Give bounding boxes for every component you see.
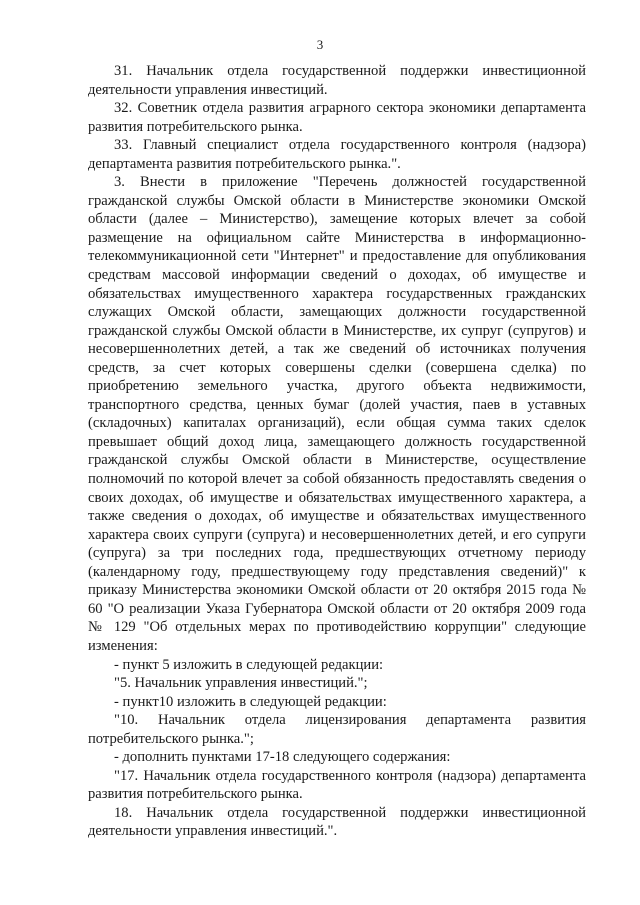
paragraph-item-31: 31. Начальник отдела государственной поддержки инвестиционной деятельности управления инвестиций. (88, 63, 586, 98)
paragraph-instruction-item-5: - пункт 5 изложить в следующей редакции: (114, 656, 384, 673)
paragraph-new-item-10: "10. Начальник отдела лицензирования департамента развития потребительского рынка."; (88, 712, 586, 747)
paragraph-new-item-18: 18. Начальник отдела государственной поддержки инвестиционной деятельности управления инвестиций.". (88, 804, 586, 840)
paragraph-section-3: 3. Внести в приложение "Перечень должностей государственной гражданской службы Омской области в Министерстве экономики Омской области (далее – Министерство), замещение которых влечет за собой размещение на официальном сайте Министерства в информационно-телекоммуникационной сети "Интернет" и предоставление для опубликования средствам массовой информации сведений о доходах, об имуществе и обязательствах имущественного характера государственных гражданских служащих Омской области, замещающих должности государственной гражданской службы Омской области в Министерстве, их супруг (супругов) и несовершеннолетних детей, а так же сведений об источниках получения средств, за счет которых совершены сделки (совершена сделка) по приобретению земельного участка, другого объекта недвижимости, транспортного средства, ценных бумаг (долей участия, паев в уставных (складочных) капиталах организаций), если общая сумма таких сделок превышает общий доход лица, замещающего должность государственной гражданской службы Омской области в Министерстве, осуществление полномочий по которой влечет за собой обязанность предоставлять сведения о своих доходах, об имуществе и обязательствах имущественного характера, а также сведения о доходах, об имуществе и обязательствах имущественного характера своих супруги (супруга) и несовершеннолетних детей, и его супруги (супруга) за три последних года, предшествующих отчетному периоду (календарному году, предшествующему году представления сведений)" к приказу Министерства экономики Омской области от 20 октября 2015 года № 60 "О реализации Указа Губернатора Омской области от 20 октября 2009 года № 129 "Об отдельных мерах по противодействию коррупции" следующие изменения: (88, 174, 586, 654)
paragraph-new-item-17: "17. Начальник отдела государственного контроля (надзора) департамента развития потребительского рынка. (88, 767, 586, 803)
page-number: 3 (316, 37, 324, 52)
document-body (88, 62, 586, 841)
paragraph-item-33: 33. Главный специалист отдела государственного контроля (надзора) департамента развития потребительского рынка.". (88, 137, 586, 172)
paragraph-item-32: 32. Советник отдела развития аграрного сектора экономики департамента развития потребительского рынка. (88, 100, 586, 135)
paragraph-new-item-5: "5. Начальник управления инвестиций."; (114, 675, 368, 692)
paragraph-instruction-items-17-18: - дополнить пунктами 17-18 следующего содержания: (114, 749, 451, 766)
paragraph-instruction-item-10: - пункт10 изложить в следующей редакции: (114, 693, 387, 710)
